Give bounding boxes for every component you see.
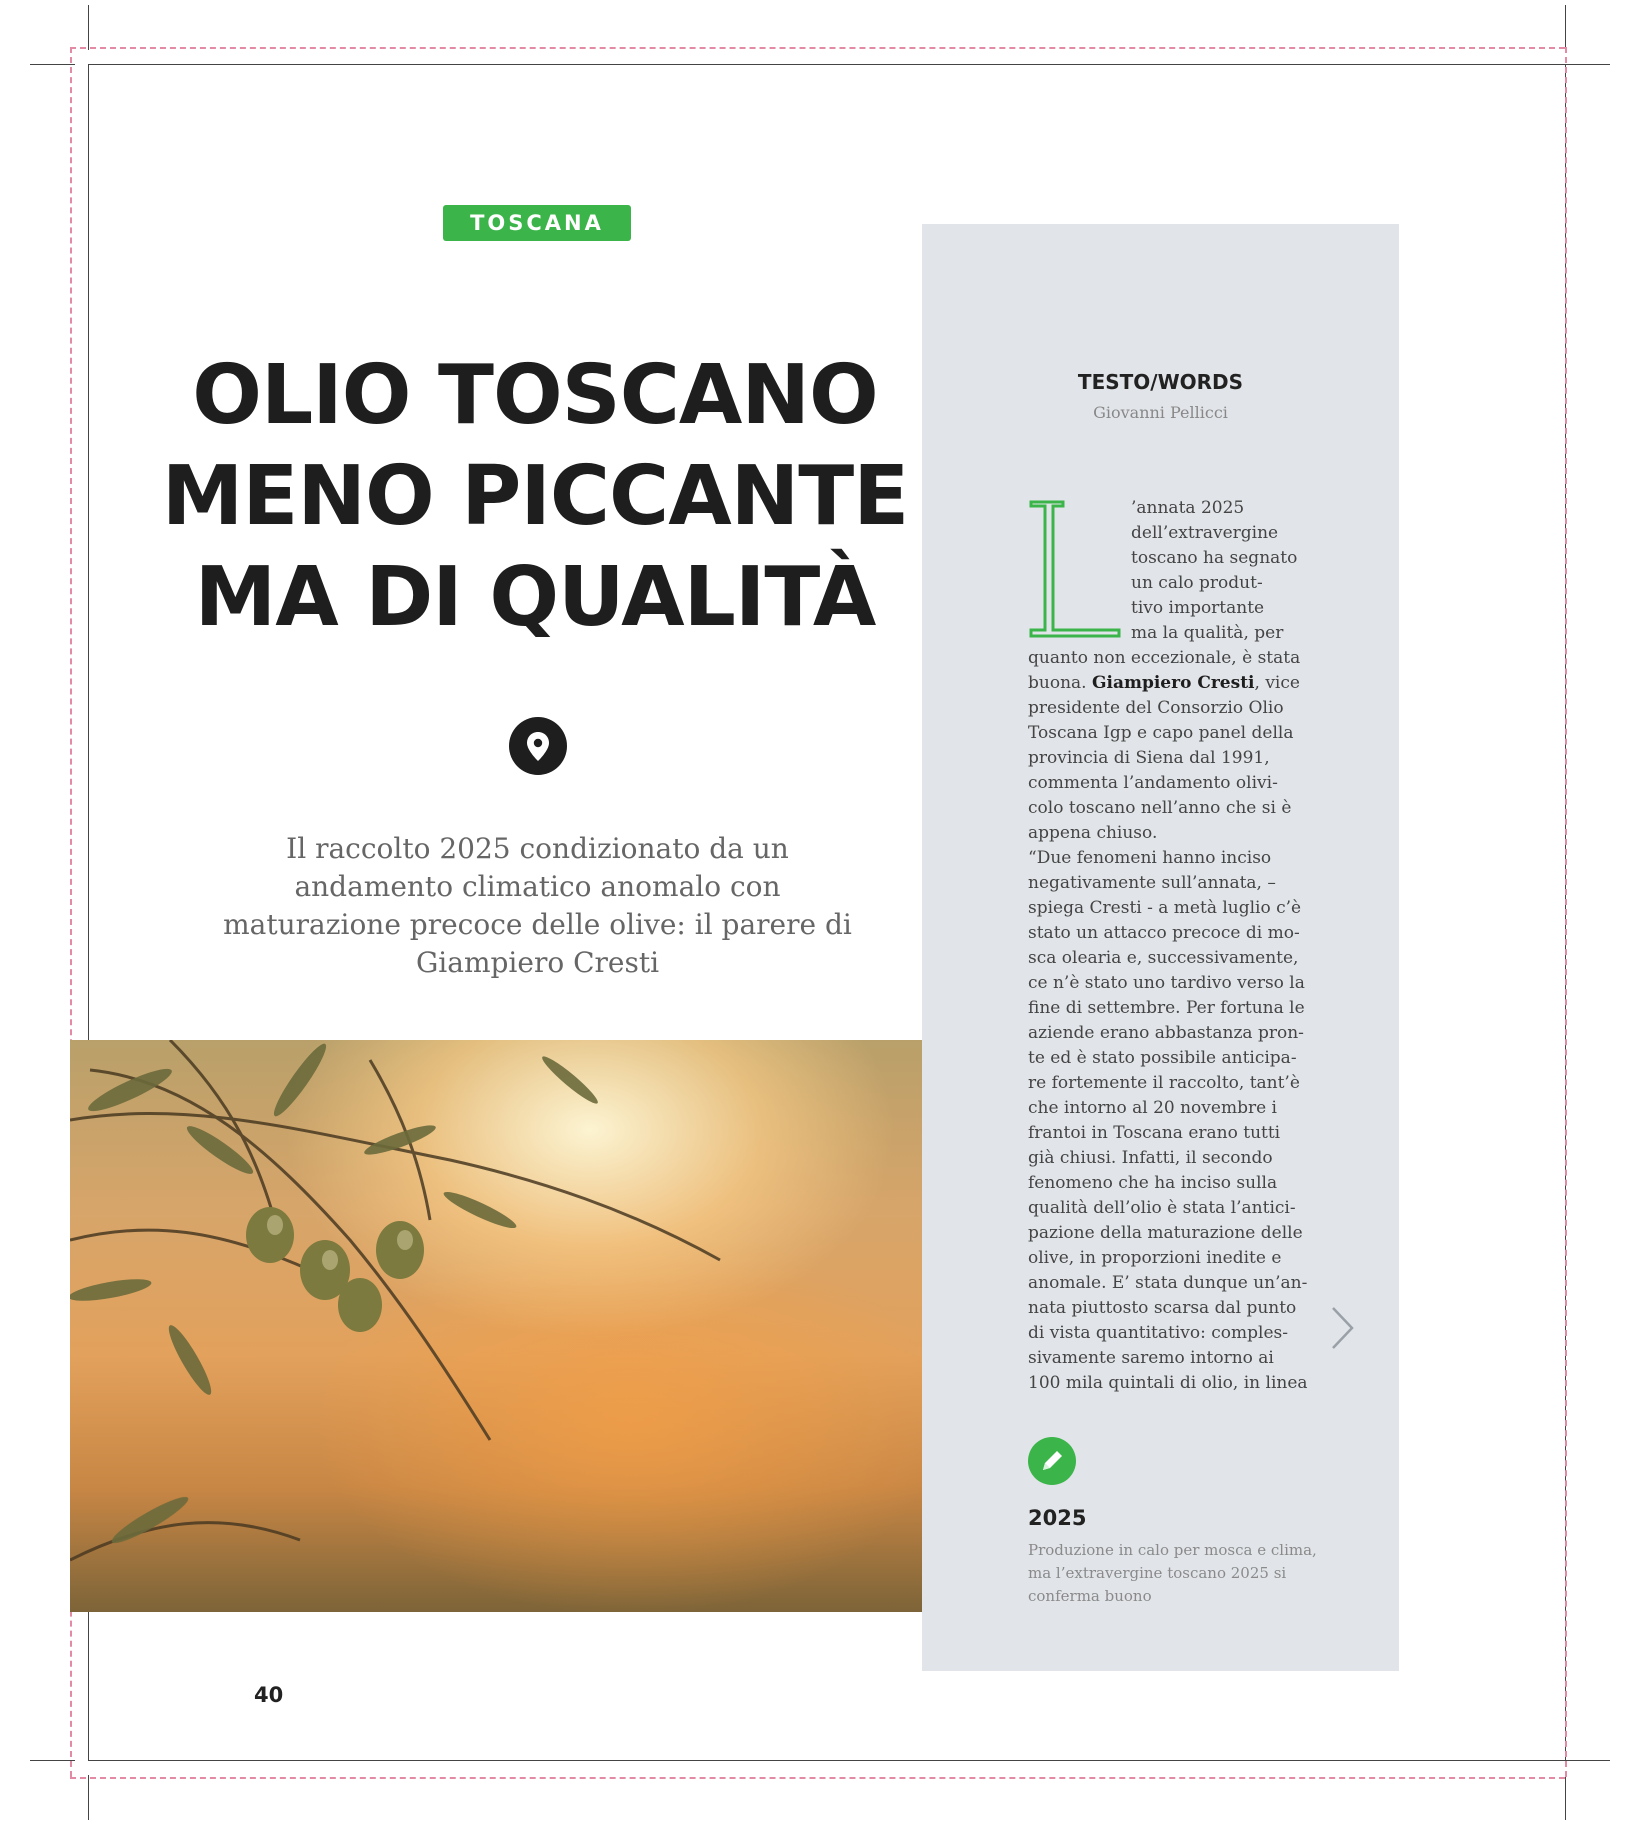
headline-line-3: MA DI QUALITÀ: [194, 550, 876, 645]
note-caption: [1028, 1539, 1338, 1608]
body-line: commenta l’andamento olivi-: [1028, 773, 1278, 793]
body-line: dell’extravergine: [1131, 523, 1279, 543]
body-line: te ed è stato possibile anticipa-: [1028, 1048, 1297, 1068]
caption-line: ma l’extravergine toscano 2025 si: [1028, 1564, 1287, 1582]
body-line: sca olearia e, successivamente,: [1028, 948, 1299, 968]
body-line: anomale. E’ stata dunque un’an-: [1028, 1273, 1308, 1293]
subtitle: Il raccolto 2025 condizionato da un andamento climatico anomalo con maturazione precoce delle olive: il parere di Giampiero Cresti: [223, 832, 852, 979]
bleed-line-right: [1565, 47, 1567, 1777]
body-line: fine di settembre. Per fortuna le: [1028, 998, 1305, 1018]
person-name-bold: Giampiero Cresti: [1091, 673, 1255, 693]
page-number: 40: [254, 1683, 284, 1707]
body-line: quanto non eccezionale, è stata: [1028, 648, 1301, 668]
body-line: sivamente saremo intorno ai: [1028, 1348, 1274, 1368]
crop-mark-right-bottom: [1565, 1775, 1566, 1820]
body-line: aziende erano abbastanza pron-: [1028, 1023, 1304, 1043]
body-line: ce n’è stato uno tardivo verso la: [1028, 973, 1305, 993]
body-line: 100 mila quintali di olio, in linea: [1028, 1373, 1308, 1393]
body-text-run: buona.: [1028, 673, 1087, 693]
note-year: 2025: [1028, 1506, 1087, 1530]
crop-mark-left-top: [88, 5, 89, 50]
body-line: toscano ha segnato: [1131, 548, 1298, 568]
body-text-run: , vice: [1254, 673, 1300, 693]
body-line: già chiusi. Infatti, il secondo: [1028, 1148, 1273, 1168]
olive-branch-photo: [70, 1040, 932, 1612]
body-line: presidente del Consorzio Olio: [1028, 698, 1284, 718]
body-line: provincia di Siena dal 1991,: [1028, 748, 1270, 768]
body-line: re fortemente il raccolto, tant’è: [1028, 1073, 1300, 1093]
headline-line-1: OLIO TOSCANO: [192, 348, 878, 443]
body-line-mixed: [1028, 671, 1328, 696]
crop-mark-bottom-left: [30, 1760, 75, 1761]
body-line: ma la qualità, per: [1131, 623, 1284, 643]
body-line: appena chiuso.: [1028, 823, 1158, 843]
body-line: stato un attacco precoce di mo-: [1028, 923, 1300, 943]
bleed-line-bottom: [70, 1777, 1565, 1779]
trim-line-bottom: [88, 1760, 1565, 1761]
body-line: frantoi in Toscana erano tutti: [1028, 1123, 1281, 1143]
credit-label: TESTO/WORDS: [1077, 370, 1244, 394]
crop-mark-right-top: [1565, 5, 1566, 50]
caption-line: conferma buono: [1028, 1587, 1152, 1605]
headline-line-2: MENO PICCANTE: [161, 449, 909, 544]
chevron-right-icon[interactable]: [1330, 1305, 1356, 1351]
body-line: spiega Cresti - a metà luglio c’è: [1028, 898, 1302, 918]
body-line: qualità dell’olio è stata l’antici-: [1028, 1198, 1296, 1218]
body-line: olive, in proporzioni inedite e: [1028, 1248, 1282, 1268]
pencil-icon: [1028, 1437, 1076, 1485]
article-body: [1028, 496, 1328, 1396]
body-line: Toscana Igp e capo panel della: [1028, 723, 1294, 743]
crop-mark-bottom-right: [1565, 1760, 1610, 1761]
body-line: negativamente sull’annata, –: [1028, 873, 1276, 893]
headline: [150, 345, 920, 648]
trim-line-top: [88, 64, 1565, 65]
body-line: “Due fenomeni hanno inciso: [1028, 848, 1272, 868]
body-line: nata piuttosto scarsa dal punto: [1028, 1298, 1297, 1318]
crop-mark-top-left: [30, 64, 75, 65]
caption-line: Produzione in calo per mosca e clima,: [1028, 1541, 1317, 1559]
crop-mark-top-right: [1565, 64, 1610, 65]
credit-author: Giovanni Pellicci: [1093, 403, 1228, 422]
body-line: pazione della maturazione delle: [1028, 1223, 1303, 1243]
body-line: un calo produt-: [1131, 573, 1263, 593]
body-line: ’annata 2025: [1131, 498, 1245, 518]
body-line: fenomeno che ha inciso sulla: [1028, 1173, 1278, 1193]
section-tag: TOSCANA: [443, 205, 631, 241]
body-line: di vista quantitativo: comples-: [1028, 1323, 1288, 1343]
map-pin-icon: [509, 717, 567, 775]
crop-mark-left-bottom: [88, 1775, 89, 1820]
bleed-line-top: [70, 47, 1565, 49]
body-line: colo toscano nell’anno che si è: [1028, 798, 1292, 818]
body-line: che intorno al 20 novembre i: [1028, 1098, 1277, 1118]
body-line: tivo importante: [1131, 598, 1265, 618]
